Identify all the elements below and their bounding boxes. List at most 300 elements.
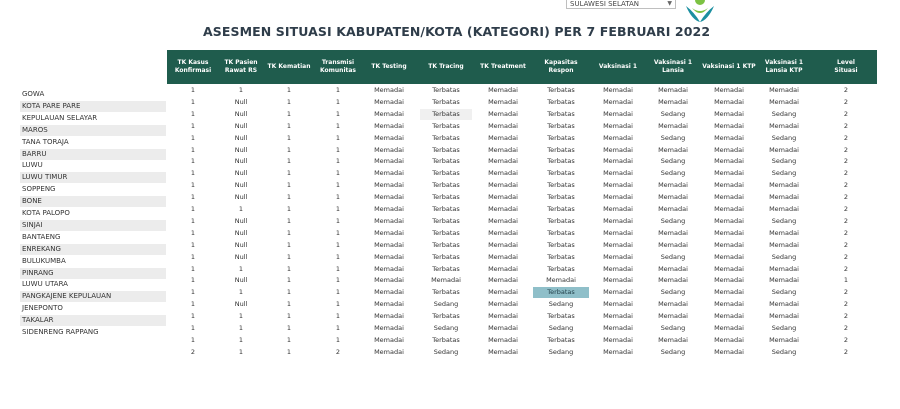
table-cell[interactable]: Memadai bbox=[546, 276, 576, 285]
table-cell[interactable]: 1 bbox=[190, 300, 196, 309]
table-cell[interactable]: Terbatas bbox=[547, 264, 575, 273]
table-cell[interactable]: Memadai bbox=[603, 145, 633, 154]
region-label[interactable]: LUWU UTARA bbox=[22, 280, 68, 289]
table-cell[interactable]: Null bbox=[234, 228, 248, 237]
table-cell[interactable]: Memadai bbox=[488, 312, 518, 321]
table-cell[interactable]: Terbatas bbox=[547, 312, 575, 321]
table-cell[interactable]: Sedang bbox=[433, 347, 459, 356]
region-label[interactable]: SINJAI bbox=[20, 220, 166, 231]
table-cell[interactable]: Memadai bbox=[714, 97, 744, 106]
table-cell[interactable]: Memadai bbox=[714, 347, 744, 356]
table-cell[interactable]: 1 bbox=[286, 300, 292, 309]
column-header[interactable]: Vaksinasi 1 Lansia bbox=[653, 59, 693, 74]
table-cell[interactable]: 1 bbox=[238, 335, 244, 344]
table-cell[interactable]: Sedang bbox=[433, 324, 459, 332]
table-cell[interactable]: Memadai bbox=[603, 264, 633, 273]
table-cell[interactable]: 1 bbox=[190, 181, 196, 190]
region-label[interactable]: KOTA PARE PARE bbox=[20, 101, 166, 112]
table-cell[interactable]: Null bbox=[234, 240, 248, 249]
table-cell[interactable]: Terbatas bbox=[547, 181, 575, 190]
table-cell[interactable]: 1 bbox=[335, 264, 341, 273]
table-cell[interactable]: Memadai bbox=[603, 312, 633, 321]
table-cell[interactable]: Memadai bbox=[603, 228, 633, 237]
table-cell[interactable]: Terbatas bbox=[547, 193, 575, 202]
table-cell[interactable]: Sedang bbox=[548, 300, 574, 309]
table-cell[interactable]: Memadai bbox=[769, 335, 799, 344]
table-cell[interactable]: 1 bbox=[190, 121, 196, 130]
region-label[interactable]: ENREKANG bbox=[20, 244, 166, 255]
table-cell[interactable]: Sedang bbox=[771, 252, 797, 261]
table-cell[interactable]: 1 bbox=[190, 109, 196, 118]
table-cell[interactable]: Terbatas bbox=[432, 312, 460, 321]
table-cell[interactable]: Null bbox=[234, 121, 248, 130]
table-cell[interactable]: 1 bbox=[286, 335, 292, 344]
table-cell[interactable]: 1 bbox=[190, 157, 196, 166]
province-filter-dropdown[interactable] bbox=[566, 0, 676, 9]
table-cell[interactable]: Sedang bbox=[660, 324, 686, 332]
table-cell[interactable]: Memadai bbox=[603, 157, 633, 166]
table-cell[interactable]: 1 bbox=[286, 86, 292, 94]
table-cell[interactable]: Memadai bbox=[714, 288, 744, 297]
table-cell[interactable]: 1 bbox=[286, 193, 292, 202]
table-cell[interactable]: Null bbox=[234, 252, 248, 261]
table-cell[interactable]: 1 bbox=[335, 312, 341, 321]
column-header[interactable]: TK Kasus Konfirmasi bbox=[174, 59, 212, 74]
table-cell[interactable]: Memadai bbox=[658, 264, 688, 273]
table-cell[interactable]: Terbatas bbox=[547, 109, 575, 118]
table-cell[interactable]: 1 bbox=[190, 216, 196, 225]
table-cell[interactable]: 2 bbox=[843, 347, 849, 356]
table-cell[interactable]: 2 bbox=[843, 109, 849, 118]
table-cell[interactable]: Terbatas bbox=[547, 97, 575, 106]
region-label[interactable]: SIDENRENG RAPPANG bbox=[22, 328, 99, 336]
table-cell[interactable]: Memadai bbox=[374, 252, 404, 261]
table-cell[interactable]: Sedang bbox=[660, 252, 686, 261]
table-cell[interactable]: Memadai bbox=[658, 276, 688, 285]
table-cell[interactable]: Memadai bbox=[714, 300, 744, 309]
table-cell[interactable]: 2 bbox=[843, 252, 849, 261]
region-label[interactable]: BONE bbox=[20, 196, 166, 207]
table-cell[interactable]: Memadai bbox=[488, 240, 518, 249]
table-cell[interactable]: 1 bbox=[238, 264, 244, 273]
table-cell[interactable]: 1 bbox=[190, 324, 196, 332]
table-cell[interactable]: Memadai bbox=[658, 335, 688, 344]
table-cell[interactable]: 2 bbox=[843, 121, 849, 130]
table-cell[interactable]: Memadai bbox=[603, 300, 633, 309]
table-cell[interactable]: Sedang bbox=[771, 157, 797, 166]
table-cell[interactable]: Terbatas bbox=[432, 240, 460, 249]
table-cell[interactable]: Terbatas bbox=[432, 86, 460, 94]
table-cell[interactable]: 1 bbox=[286, 276, 292, 285]
table-cell[interactable]: Null bbox=[234, 193, 248, 202]
table-cell[interactable]: 1 bbox=[190, 86, 196, 94]
table-cell[interactable]: Memadai bbox=[488, 324, 518, 332]
table-cell[interactable]: Memadai bbox=[374, 97, 404, 106]
table-cell[interactable]: 1 bbox=[335, 86, 341, 94]
table-cell[interactable]: Memadai bbox=[714, 181, 744, 190]
table-cell[interactable]: Sedang bbox=[771, 169, 797, 178]
table-cell[interactable]: 2 bbox=[843, 228, 849, 237]
table-cell[interactable]: Null bbox=[234, 109, 248, 118]
table-cell[interactable]: Memadai bbox=[658, 181, 688, 190]
table-cell[interactable]: 1 bbox=[286, 264, 292, 273]
column-header[interactable]: TK Pasien Rawat RS bbox=[224, 59, 258, 74]
table-cell[interactable]: Memadai bbox=[714, 169, 744, 178]
table-cell[interactable]: 1 bbox=[335, 109, 341, 118]
table-cell[interactable]: 1 bbox=[843, 276, 849, 285]
table-cell[interactable]: 1 bbox=[190, 264, 196, 273]
table-cell[interactable]: 2 bbox=[843, 97, 849, 106]
table-cell[interactable]: Memadai bbox=[658, 312, 688, 321]
table-cell[interactable]: Memadai bbox=[374, 86, 404, 94]
table-cell[interactable]: Sedang bbox=[660, 216, 686, 225]
table-cell[interactable]: Null bbox=[234, 216, 248, 225]
table-cell[interactable]: Sedang bbox=[660, 347, 686, 356]
table-cell[interactable]: 1 bbox=[335, 300, 341, 309]
column-header[interactable]: TK Treatment bbox=[480, 63, 526, 70]
table-cell[interactable]: Memadai bbox=[488, 169, 518, 178]
table-cell[interactable]: Memadai bbox=[488, 121, 518, 130]
table-cell[interactable]: 1 bbox=[286, 157, 292, 166]
table-cell[interactable]: Memadai bbox=[603, 335, 633, 344]
table-cell[interactable]: Memadai bbox=[714, 276, 744, 285]
table-cell[interactable]: Memadai bbox=[603, 133, 633, 142]
table-cell[interactable]: Memadai bbox=[488, 86, 518, 94]
region-label[interactable]: JENEPONTO bbox=[22, 304, 63, 313]
table-cell[interactable]: Memadai bbox=[374, 240, 404, 249]
table-cell[interactable]: Terbatas bbox=[547, 252, 575, 261]
table-cell[interactable]: Memadai bbox=[714, 86, 744, 94]
table-cell[interactable]: Memadai bbox=[603, 216, 633, 225]
table-cell[interactable]: 1 bbox=[286, 324, 292, 332]
table-cell[interactable]: Sedang bbox=[660, 169, 686, 178]
table-cell[interactable]: Memadai bbox=[658, 145, 688, 154]
table-cell[interactable]: Terbatas bbox=[432, 97, 460, 106]
table-cell[interactable]: Memadai bbox=[658, 300, 688, 309]
table-cell[interactable]: Terbatas bbox=[547, 216, 575, 225]
table-cell[interactable]: Memadai bbox=[431, 276, 461, 285]
table-cell[interactable]: Memadai bbox=[714, 121, 744, 130]
table-cell[interactable]: Terbatas bbox=[547, 145, 575, 154]
table-cell[interactable]: Memadai bbox=[488, 228, 518, 237]
table-cell[interactable]: 2 bbox=[843, 181, 849, 190]
table-cell[interactable]: 2 bbox=[843, 324, 849, 332]
table-cell[interactable]: 1 bbox=[335, 335, 341, 344]
table-cell[interactable]: Memadai bbox=[374, 157, 404, 166]
table-cell[interactable]: Terbatas bbox=[432, 335, 460, 344]
table-cell[interactable]: 1 bbox=[238, 324, 244, 332]
table-cell[interactable]: 1 bbox=[335, 133, 341, 142]
table-cell[interactable]: 1 bbox=[238, 347, 244, 356]
table-cell[interactable]: Memadai bbox=[603, 347, 633, 356]
table-cell[interactable]: Terbatas bbox=[432, 193, 460, 202]
table-cell[interactable]: 1 bbox=[335, 240, 341, 249]
table-cell[interactable]: Terbatas bbox=[432, 252, 460, 261]
table-cell[interactable]: 1 bbox=[335, 193, 341, 202]
table-cell[interactable]: Memadai bbox=[374, 145, 404, 154]
table-cell[interactable]: 2 bbox=[190, 347, 196, 356]
table-cell[interactable]: Memadai bbox=[488, 181, 518, 190]
table-cell[interactable]: Null bbox=[234, 145, 248, 154]
table-cell[interactable]: Sedang bbox=[771, 216, 797, 225]
table-cell[interactable]: 1 bbox=[286, 145, 292, 154]
table-cell[interactable]: Memadai bbox=[769, 264, 799, 273]
table-cell[interactable]: 1 bbox=[238, 288, 244, 297]
table-cell[interactable]: Null bbox=[234, 97, 248, 106]
table-cell[interactable]: Sedang bbox=[548, 347, 574, 356]
table-cell[interactable]: Null bbox=[234, 133, 248, 142]
table-cell[interactable]: Terbatas bbox=[547, 133, 575, 142]
table-cell[interactable]: 1 bbox=[190, 228, 196, 237]
table-cell[interactable]: Memadai bbox=[658, 193, 688, 202]
table-cell[interactable]: Null bbox=[234, 181, 248, 190]
table-cell[interactable]: 1 bbox=[190, 335, 196, 344]
table-cell[interactable]: Memadai bbox=[769, 312, 799, 321]
table-cell[interactable]: Memadai bbox=[488, 264, 518, 273]
region-label[interactable]: GOWA bbox=[22, 90, 45, 98]
table-cell[interactable]: Memadai bbox=[658, 86, 688, 94]
table-cell[interactable]: Memadai bbox=[603, 240, 633, 249]
table-cell[interactable]: 1 bbox=[286, 205, 292, 213]
table-cell[interactable]: Sedang bbox=[771, 288, 797, 297]
table-cell[interactable]: 1 bbox=[335, 276, 341, 285]
table-cell[interactable]: Terbatas bbox=[547, 169, 575, 178]
table-cell[interactable]: 1 bbox=[190, 205, 196, 213]
table-cell[interactable]: 2 bbox=[843, 86, 849, 94]
table-cell[interactable]: Memadai bbox=[488, 300, 518, 309]
table-cell[interactable]: Memadai bbox=[374, 228, 404, 237]
table-cell[interactable]: Memadai bbox=[769, 193, 799, 202]
table-cell[interactable]: Memadai bbox=[603, 324, 633, 332]
table-cell[interactable]: Terbatas bbox=[432, 288, 460, 297]
table-cell[interactable]: Memadai bbox=[769, 240, 799, 249]
table-cell[interactable]: Memadai bbox=[374, 181, 404, 190]
table-cell[interactable]: Memadai bbox=[488, 276, 518, 285]
table-cell[interactable]: Memadai bbox=[603, 121, 633, 130]
table-cell[interactable]: 1 bbox=[190, 312, 196, 321]
table-cell[interactable]: Sedang bbox=[660, 157, 686, 166]
table-cell[interactable]: Terbatas bbox=[547, 157, 575, 166]
table-cell[interactable]: 2 bbox=[843, 157, 849, 166]
table-cell[interactable]: Null bbox=[234, 276, 248, 285]
table-cell[interactable]: Memadai bbox=[603, 181, 633, 190]
column-header[interactable]: Level Situasi bbox=[834, 59, 858, 74]
table-cell[interactable]: Memadai bbox=[488, 216, 518, 225]
column-header[interactable]: Vaksinasi 1 KTP bbox=[702, 63, 756, 70]
table-cell[interactable]: Memadai bbox=[714, 335, 744, 344]
table-cell[interactable]: Terbatas bbox=[547, 335, 575, 344]
table-cell[interactable]: Terbatas bbox=[432, 145, 460, 154]
table-cell[interactable]: Memadai bbox=[488, 157, 518, 166]
table-cell[interactable]: 2 bbox=[843, 133, 849, 142]
table-cell[interactable]: Terbatas bbox=[547, 228, 575, 237]
table-cell[interactable]: Memadai bbox=[603, 288, 633, 297]
table-cell[interactable]: 1 bbox=[286, 97, 292, 106]
table-cell[interactable]: 1 bbox=[335, 324, 341, 332]
table-cell[interactable]: Memadai bbox=[603, 252, 633, 261]
table-cell[interactable]: Terbatas bbox=[432, 264, 460, 273]
table-cell[interactable]: Memadai bbox=[488, 133, 518, 142]
table-cell[interactable]: Memadai bbox=[374, 133, 404, 142]
region-label[interactable]: BULUKUMBA bbox=[22, 256, 66, 265]
table-cell[interactable]: Memadai bbox=[488, 145, 518, 154]
table-cell[interactable]: Terbatas bbox=[547, 86, 575, 94]
region-label[interactable]: BANTAENG bbox=[22, 232, 61, 241]
table-cell[interactable]: 2 bbox=[843, 300, 849, 309]
table-cell[interactable]: 1 bbox=[190, 240, 196, 249]
table-cell[interactable]: Memadai bbox=[488, 97, 518, 106]
table-cell[interactable]: Memadai bbox=[374, 312, 404, 321]
table-cell[interactable]: Memadai bbox=[374, 216, 404, 225]
table-cell[interactable]: Memadai bbox=[769, 145, 799, 154]
table-cell[interactable]: 1 bbox=[335, 121, 341, 130]
table-cell[interactable]: Null bbox=[234, 169, 248, 178]
table-cell[interactable]: Memadai bbox=[488, 252, 518, 261]
table-cell[interactable]: Memadai bbox=[714, 240, 744, 249]
table-cell[interactable]: Terbatas bbox=[533, 287, 589, 298]
table-cell[interactable]: Memadai bbox=[714, 324, 744, 332]
table-cell[interactable]: Memadai bbox=[603, 169, 633, 178]
table-cell[interactable]: 1 bbox=[190, 276, 196, 285]
table-cell[interactable]: Memadai bbox=[488, 347, 518, 356]
table-cell[interactable]: Memadai bbox=[374, 109, 404, 118]
table-cell[interactable]: Memadai bbox=[488, 109, 518, 118]
column-header[interactable]: TK Kematian bbox=[267, 63, 311, 70]
table-cell[interactable]: Memadai bbox=[714, 228, 744, 237]
table-cell[interactable]: 1 bbox=[286, 240, 292, 249]
table-cell[interactable]: Memadai bbox=[714, 193, 744, 202]
table-cell[interactable]: Memadai bbox=[603, 276, 633, 285]
table-cell[interactable]: Terbatas bbox=[547, 205, 575, 213]
table-cell[interactable]: 1 bbox=[335, 97, 341, 106]
table-cell[interactable]: 1 bbox=[190, 133, 196, 142]
table-cell[interactable]: Memadai bbox=[374, 121, 404, 130]
column-header[interactable]: TK Testing bbox=[371, 63, 407, 70]
table-cell[interactable]: 1 bbox=[190, 97, 196, 106]
table-cell[interactable]: 1 bbox=[286, 288, 292, 297]
table-cell[interactable]: Memadai bbox=[374, 347, 404, 356]
table-cell[interactable]: Memadai bbox=[769, 86, 799, 94]
table-cell[interactable]: Memadai bbox=[374, 300, 404, 309]
table-cell[interactable]: Sedang bbox=[433, 300, 459, 309]
table-cell[interactable]: Terbatas bbox=[432, 216, 460, 225]
table-cell[interactable]: Memadai bbox=[658, 228, 688, 237]
table-cell[interactable]: Memadai bbox=[769, 228, 799, 237]
table-cell[interactable]: Terbatas bbox=[432, 169, 460, 178]
region-label[interactable]: LUWU bbox=[22, 161, 43, 170]
table-cell[interactable]: Memadai bbox=[769, 97, 799, 106]
table-cell[interactable]: Sedang bbox=[548, 324, 574, 332]
table-cell[interactable]: Null bbox=[234, 157, 248, 166]
table-cell[interactable]: 1 bbox=[335, 181, 341, 190]
table-cell[interactable]: 2 bbox=[843, 335, 849, 344]
table-cell[interactable]: 1 bbox=[335, 169, 341, 178]
region-label[interactable]: LUWU TIMUR bbox=[20, 172, 166, 183]
table-cell[interactable]: Null bbox=[234, 300, 248, 309]
table-cell[interactable]: 1 bbox=[238, 312, 244, 321]
table-cell[interactable]: Memadai bbox=[374, 205, 404, 213]
table-cell[interactable]: Memadai bbox=[488, 193, 518, 202]
table-cell[interactable]: Memadai bbox=[658, 205, 688, 213]
column-header[interactable]: Vaksinasi 1 bbox=[598, 63, 638, 70]
table-cell[interactable]: Memadai bbox=[374, 276, 404, 285]
table-cell[interactable]: 2 bbox=[843, 169, 849, 178]
table-cell[interactable]: 1 bbox=[286, 216, 292, 225]
table-cell[interactable]: Memadai bbox=[374, 193, 404, 202]
table-cell[interactable]: Sedang bbox=[771, 133, 797, 142]
table-cell[interactable]: Terbatas bbox=[547, 121, 575, 130]
table-cell[interactable]: 2 bbox=[843, 240, 849, 249]
column-header[interactable]: Vaksinasi 1 Lansia KTP bbox=[764, 59, 804, 74]
table-cell[interactable]: Terbatas bbox=[547, 240, 575, 249]
table-cell[interactable]: Sedang bbox=[771, 347, 797, 356]
table-cell[interactable]: Sedang bbox=[660, 109, 686, 118]
region-label[interactable]: PANGKAJENE KEPULAUAN bbox=[20, 291, 166, 302]
table-cell[interactable]: 1 bbox=[335, 157, 341, 166]
table-cell[interactable]: Memadai bbox=[714, 133, 744, 142]
table-cell[interactable]: Memadai bbox=[769, 276, 799, 285]
column-header[interactable]: Kapasitas Respon bbox=[544, 59, 578, 74]
table-cell[interactable]: Terbatas bbox=[432, 205, 460, 213]
region-label[interactable]: TANA TORAJA bbox=[22, 137, 69, 146]
table-cell[interactable]: Memadai bbox=[714, 205, 744, 213]
table-cell[interactable]: 1 bbox=[286, 121, 292, 130]
table-cell[interactable]: Memadai bbox=[769, 300, 799, 309]
table-cell[interactable]: Sedang bbox=[771, 324, 797, 332]
table-cell[interactable]: 1 bbox=[286, 347, 292, 356]
table-cell[interactable]: Memadai bbox=[488, 335, 518, 344]
table-cell[interactable]: 1 bbox=[190, 193, 196, 202]
table-cell[interactable]: 2 bbox=[843, 216, 849, 225]
table-cell[interactable]: Memadai bbox=[603, 205, 633, 213]
table-cell[interactable]: Memadai bbox=[603, 109, 633, 118]
table-cell[interactable]: 1 bbox=[335, 205, 341, 213]
table-cell[interactable]: 2 bbox=[335, 347, 341, 356]
table-cell[interactable]: Terbatas bbox=[432, 228, 460, 237]
table-cell[interactable]: Terbatas bbox=[420, 109, 472, 120]
table-cell[interactable]: 1 bbox=[286, 169, 292, 178]
region-label[interactable]: MAROS bbox=[20, 125, 166, 136]
table-cell[interactable]: 1 bbox=[286, 109, 292, 118]
table-cell[interactable]: 1 bbox=[335, 145, 341, 154]
table-cell[interactable]: 1 bbox=[286, 228, 292, 237]
table-cell[interactable]: 2 bbox=[843, 312, 849, 321]
table-cell[interactable]: Memadai bbox=[374, 169, 404, 178]
table-cell[interactable]: 1 bbox=[190, 145, 196, 154]
table-cell[interactable]: Memadai bbox=[603, 86, 633, 94]
table-cell[interactable]: 1 bbox=[190, 288, 196, 297]
table-cell[interactable]: Memadai bbox=[374, 335, 404, 344]
table-cell[interactable]: Memadai bbox=[374, 288, 404, 297]
region-label[interactable]: SOPPENG bbox=[22, 185, 56, 194]
region-label[interactable]: TAKALAR bbox=[20, 315, 166, 326]
region-label[interactable]: KEPULAUAN SELAYAR bbox=[22, 113, 98, 122]
table-cell[interactable]: 2 bbox=[843, 264, 849, 273]
table-cell[interactable]: 1 bbox=[335, 288, 341, 297]
table-cell[interactable]: Memadai bbox=[658, 97, 688, 106]
table-cell[interactable]: Terbatas bbox=[432, 157, 460, 166]
table-cell[interactable]: 2 bbox=[843, 145, 849, 154]
table-cell[interactable]: Memadai bbox=[714, 157, 744, 166]
table-cell[interactable]: 1 bbox=[286, 133, 292, 142]
table-cell[interactable]: Sedang bbox=[771, 109, 797, 118]
region-label[interactable]: PINRANG bbox=[20, 268, 166, 279]
table-cell[interactable]: Memadai bbox=[603, 97, 633, 106]
table-cell[interactable]: Memadai bbox=[658, 121, 688, 130]
region-label[interactable]: BARRU bbox=[20, 149, 166, 160]
table-cell[interactable]: Memadai bbox=[769, 121, 799, 130]
table-cell[interactable]: Memadai bbox=[714, 109, 744, 118]
